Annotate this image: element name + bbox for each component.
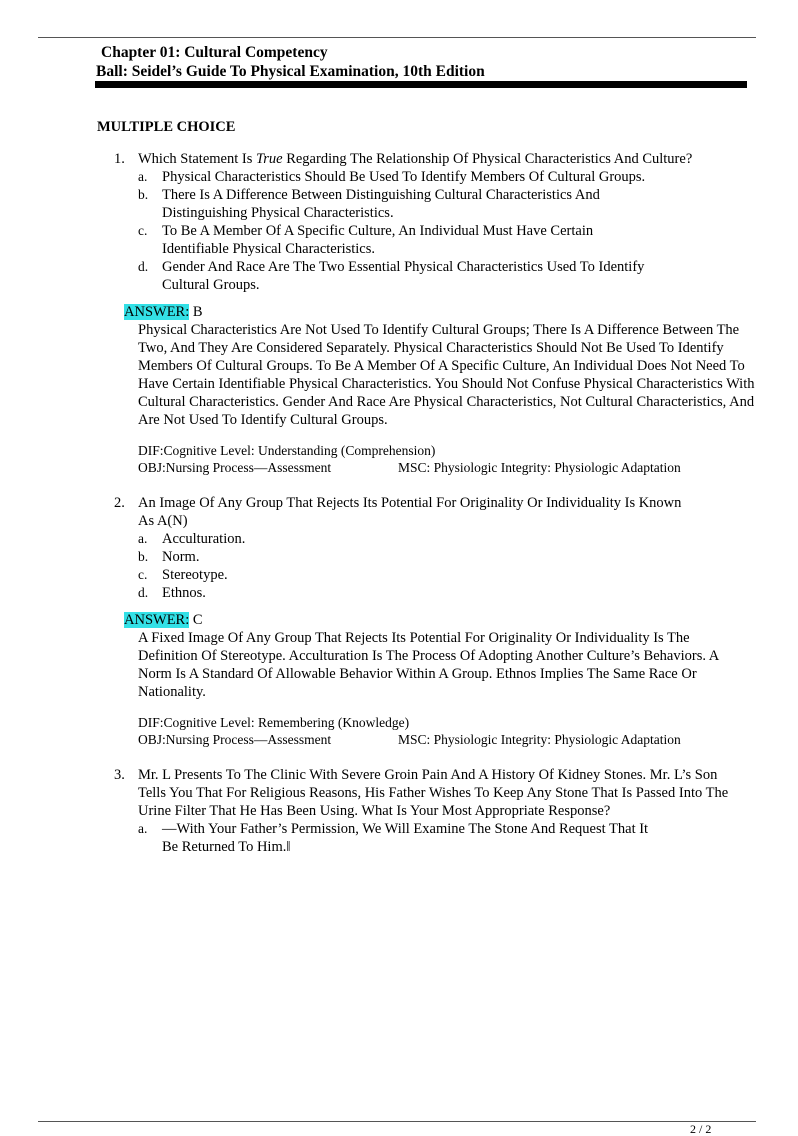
- obj-msc-line: [138, 731, 757, 748]
- option-letter: c.: [138, 567, 148, 582]
- rationale: Physical Characteristics Are Not Used To Identify Cultural Groups; There Is A Difference Between The Two, And They Are Considered Separately. Physical Characteristics Should Not Be Used To Identify Members Of Cultural Groups. To Be A Member Of A Specific Culture, An Individual Does Not Need To Have Certain Identifiable Physical Characteristics. You Should Not Confuse Physical Characteristics With Cultural Characteristics. Gender And Race Are Physical Characteristics, Not Cultural Characteristics, And Are Not Used To Identify Cultural Groups.: [138, 322, 755, 428]
- option-text: Stereotype.: [162, 567, 228, 583]
- question-stem: [138, 150, 757, 168]
- options-list: [138, 168, 757, 294]
- stem-text: Which Statement Is: [138, 151, 256, 167]
- header-divider-bar: [95, 81, 747, 88]
- option-c: [138, 566, 757, 584]
- footer-rule: [38, 1121, 756, 1122]
- stem-emphasis: True: [255, 151, 283, 167]
- option-letter: d.: [138, 259, 149, 274]
- question-stem: An Image Of Any Group That Rejects Its Potential For Originality Or Individuality Is Known As A(N): [138, 495, 682, 529]
- rationale: A Fixed Image Of Any Group That Rejects Its Potential For Originality Or Individuality Is The Definition Of Stereotype. Acculturation Is The Process Of Adopting Another Culture’s Behaviors. A Norm Is A Standard Of Allowable Behavior Within A Group. Ethnos Implies The Same Race Or Nationality.: [138, 630, 719, 700]
- question-1: [97, 150, 757, 476]
- option-letter: d.: [138, 585, 149, 600]
- book-title: Ball: Seidel’s Guide To Physical Examination, 10th Edition: [96, 63, 485, 80]
- option-letter: a.: [138, 821, 148, 836]
- option-letter: a.: [138, 169, 148, 184]
- option-text: —With Your Father’s Permission, We Will Examine The Stone And Request That It Be Returned To Him.‖: [162, 821, 649, 855]
- question-metadata: [138, 442, 757, 476]
- option-text: To Be A Member Of A Specific Culture, An Individual Must Have Certain Identifiable Physical Characteristics.: [162, 223, 594, 257]
- answer-value: B: [189, 304, 203, 320]
- option-text: Physical Characteristics Should Be Used To Identify Members Of Cultural Groups.: [162, 169, 646, 185]
- option-letter: a.: [138, 531, 148, 546]
- answer-label: ANSWER:: [124, 304, 190, 320]
- answer-value: C: [189, 612, 203, 628]
- question-2: [97, 494, 757, 748]
- chapter-title: Chapter 01: Cultural Competency: [101, 44, 328, 61]
- question-metadata: [138, 714, 757, 748]
- obj-text: OBJ:Nursing Process—Assessment: [138, 460, 332, 475]
- answer-label: ANSWER:: [124, 612, 190, 628]
- option-a: [138, 168, 757, 186]
- option-text: Norm.: [162, 549, 200, 565]
- answer-line: [124, 303, 757, 321]
- option-b: [138, 186, 757, 222]
- options-list: [138, 530, 757, 602]
- question-stem: Mr. L Presents To The Clinic With Severe Groin Pain And A History Of Kidney Stones. Mr. L’s Son Tells You That For Religious Reasons, His Father Wishes To Keep Any Stone That Is Passed Into The Urine Filter That He Has Been Using. What Is Your Most Appropriate Response?: [138, 767, 729, 819]
- section-title: MULTIPLE CHOICE: [97, 119, 236, 135]
- stem-text: Regarding The Relationship Of Physical Characteristics And Culture?: [282, 151, 693, 167]
- question-3: [97, 766, 757, 856]
- document-header: [96, 43, 748, 81]
- answer-line: [124, 611, 757, 629]
- msc-text: MSC: Physiologic Integrity: Physiologic Adaptation: [398, 732, 681, 747]
- option-text: Ethnos.: [162, 585, 206, 601]
- dif-line: DIF:Cognitive Level: Understanding (Comprehension): [138, 443, 436, 458]
- obj-msc-line: [138, 459, 757, 476]
- option-c: [138, 222, 757, 258]
- option-letter: c.: [138, 223, 148, 238]
- option-b: [138, 548, 757, 566]
- msc-text: MSC: Physiologic Integrity: Physiologic Adaptation: [398, 460, 681, 475]
- option-text: Acculturation.: [162, 531, 246, 547]
- option-a: [138, 820, 757, 856]
- question-number: 3.: [114, 767, 125, 783]
- top-rule: [38, 37, 756, 38]
- option-letter: b.: [138, 187, 149, 202]
- obj-text: OBJ:Nursing Process—Assessment: [138, 732, 332, 747]
- option-a: [138, 530, 757, 548]
- option-d: [138, 258, 757, 294]
- option-text: Gender And Race Are The Two Essential Physical Characteristics Used To Identify Cultural Groups.: [162, 259, 645, 293]
- option-text: There Is A Difference Between Distinguishing Cultural Characteristics And Distinguishing Physical Characteristics.: [162, 187, 600, 221]
- question-number: 1.: [114, 151, 125, 167]
- page-number: 2 / 2: [690, 1122, 712, 1136]
- option-d: [138, 584, 757, 602]
- document-body: [97, 118, 757, 856]
- option-letter: b.: [138, 549, 149, 564]
- question-number: 2.: [114, 495, 125, 511]
- options-list: [138, 820, 757, 856]
- dif-line: DIF:Cognitive Level: Remembering (Knowledge): [138, 715, 410, 730]
